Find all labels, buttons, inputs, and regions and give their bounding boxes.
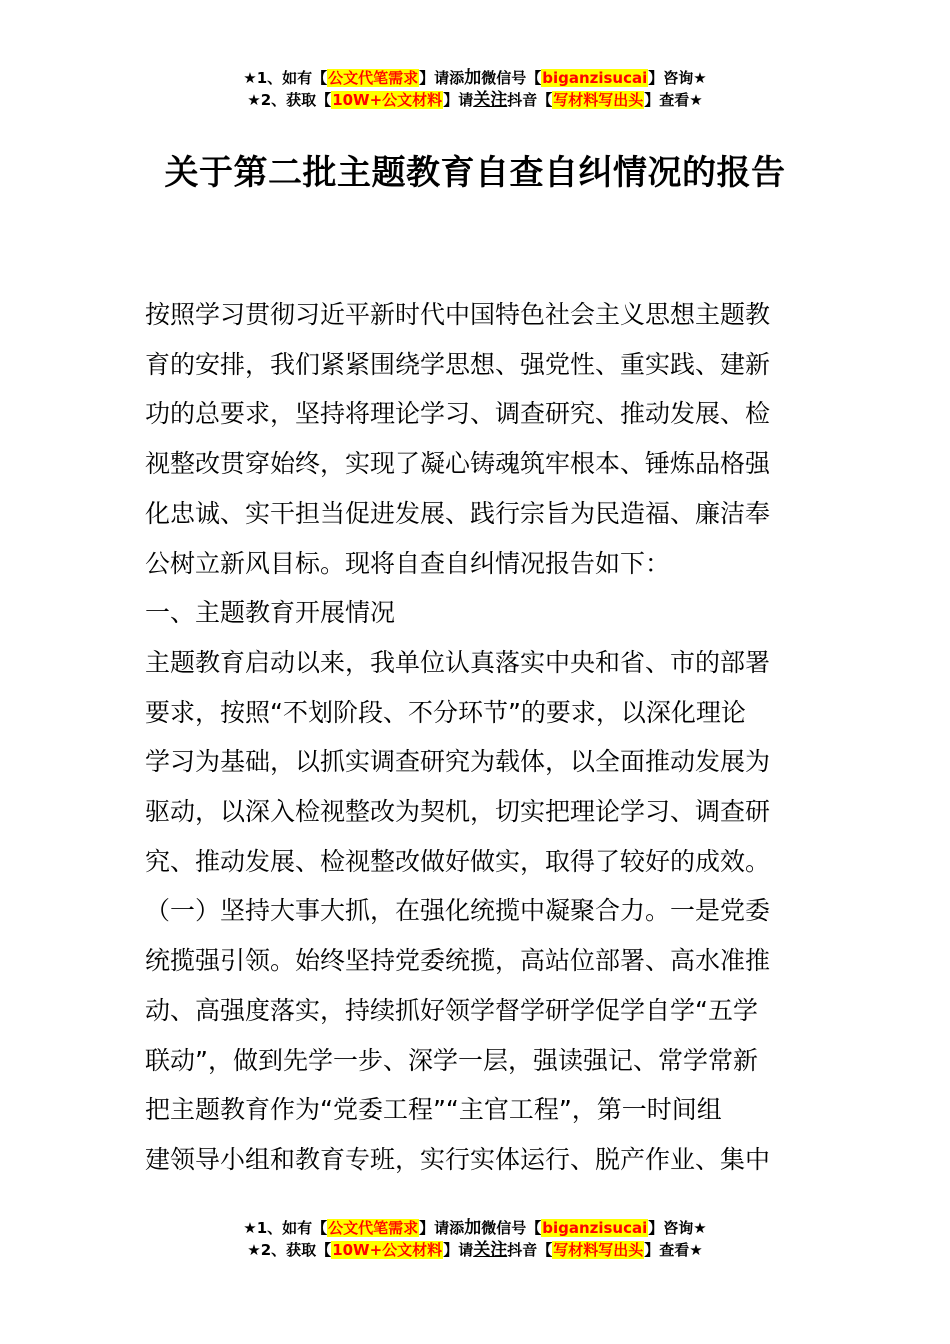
body-line: 建领导小组和教育专班，实行实体运行、脱产作业、集中 xyxy=(145,1144,771,1174)
body-line: 功的总要求，坚持将理论学习、调查研究、推动发展、检 xyxy=(145,399,771,429)
body-line: （一）坚持大事大抓，在强化统揽中凝聚合力。一是党委 xyxy=(145,896,771,926)
promo-banner-bottom xyxy=(0,1217,950,1261)
body-line: 视整改贯穿始终，实现了凝心铸魂筑牢根本、锤炼品格强 xyxy=(145,449,771,479)
body-line: 公树立新风目标。现将自查自纠情况报告如下： xyxy=(145,548,671,578)
body-line: 究、推动发展、检视整改做好做实，取得了较好的成效。 xyxy=(145,846,771,876)
body-line: 要求，按照“不划阶段、不分环节”的要求，以深化理论 xyxy=(145,697,746,727)
body-line: 化忠诚、实干担当促进发展、践行宗旨为民造福、廉洁奉 xyxy=(145,498,771,528)
promo-line-2: ★2、获取【10W+公文材料】请关注抖音【写材料写出头】查看★ xyxy=(247,90,703,110)
document-title: 关于第二批主题教育自查自纠情况的报告 xyxy=(164,153,786,193)
highlight-service: 公文代笔需求 xyxy=(328,69,419,87)
body-line: 育的安排，我们紧紧围绕学思想、强党性、重实践、建新 xyxy=(145,349,771,379)
highlight-wechat-id: biganzisucai xyxy=(542,1219,648,1237)
highlight-materials: 10W+公文材料 xyxy=(332,91,443,109)
highlight-wechat-id: biganzisucai xyxy=(542,69,648,87)
body-line: 把主题教育作为“党委工程”“主官工程”，第一时间组 xyxy=(145,1095,722,1125)
promo-line-2: ★2、获取【10W+公文材料】请关注抖音【写材料写出头】查看★ xyxy=(247,1240,703,1260)
section-heading: 一、主题教育开展情况 xyxy=(145,598,396,628)
highlight-douyin-id: 写材料写出头 xyxy=(553,91,644,109)
body-line: 驱动，以深入检视整改为契机，切实把理论学习、调查研 xyxy=(145,797,771,827)
highlight-douyin-id: 写材料写出头 xyxy=(553,1241,644,1259)
promo-banner-top xyxy=(0,67,950,111)
body-line: 学习为基础，以抓实调查研究为载体，以全面推动发展为 xyxy=(145,747,771,777)
body-line: 联动”，做到先学一步、深学一层，强读强记、常学常新 xyxy=(145,1045,758,1075)
body-line: 按照学习贯彻习近平新时代中国特色社会主义思想主题教 xyxy=(145,300,771,329)
promo-line-1: ★1、如有【公文代笔需求】请添加微信号【biganzisucai】咨询★ xyxy=(243,1218,707,1238)
body-line: 动、高强度落实，持续抓好领学督学研学促学自学“五学 xyxy=(145,995,758,1025)
highlight-service: 公文代笔需求 xyxy=(328,1219,419,1237)
document-body xyxy=(145,290,810,1185)
promo-line-1: ★1、如有【公文代笔需求】请添加微信号【biganzisucai】咨询★ xyxy=(243,68,707,88)
body-line: 主题教育启动以来，我单位认真落实中央和省、市的部署 xyxy=(145,647,771,677)
body-line: 统揽强引领。始终坚持党委统揽，高站位部署、高水准推 xyxy=(145,946,771,976)
highlight-materials: 10W+公文材料 xyxy=(332,1241,443,1259)
